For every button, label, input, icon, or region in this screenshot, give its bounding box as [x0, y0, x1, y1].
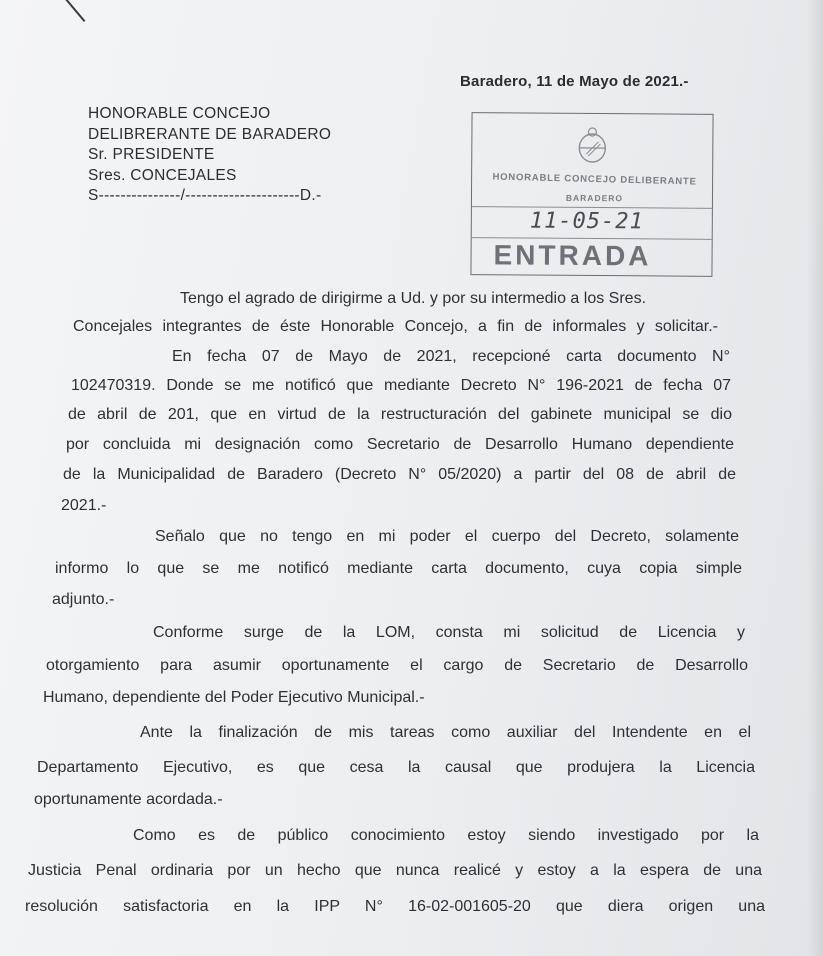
- stamp-label: ENTRADA: [493, 239, 652, 272]
- body-line: Como es de público conocimiento estoy siendo investigado por la: [133, 827, 759, 844]
- body-line: por concluida mi designación como Secretario de Desarrollo Humano dependiente: [66, 436, 734, 453]
- body-line: Departamento Ejecutivo, es que cesa la causal que produjera la Licencia: [37, 759, 755, 776]
- body-line: adjunto.-: [52, 591, 115, 608]
- stamp-organization: HONORABLE CONCEJO DELIBERANTE: [492, 171, 697, 188]
- page-edge-shadow: [807, 0, 823, 956]
- body-line: informo lo que se me notificó mediante carta documento, cuya copia simple: [55, 560, 742, 577]
- stamp-town: BARADERO: [565, 192, 624, 204]
- body-line: En fecha 07 de Mayo de 2021, recepcioné carta documento N°: [172, 348, 730, 365]
- recipient-line: Sres. CONCEJALES: [88, 166, 237, 184]
- body-line: 2021.-: [61, 497, 107, 514]
- recipient-line: S---------------/---------------------D.-: [88, 187, 322, 204]
- recipient-block: [88, 104, 331, 207]
- body-line: Señalo que no tengo en mi poder el cuerpo del Decreto, solamente: [155, 528, 739, 545]
- fold-mark: [62, 0, 85, 22]
- body-line: 102470319. Donde se me notificó que mediante Decreto N° 196-2021 de fecha 07: [71, 377, 731, 394]
- coat-of-arms-icon: [576, 126, 608, 164]
- body-line: de la Municipalidad de Baradero (Decreto N° 05/2020) a partir del 08 de abril de: [63, 466, 736, 483]
- body-line: Conforme surge de la LOM, consta mi solicitud de Licencia y: [153, 624, 745, 641]
- body-line: Justicia Penal ordinaria por un hecho que nunca realicé y estoy a la espera de una: [28, 862, 762, 879]
- stamp-handwritten-date: 11-05-21: [529, 208, 644, 235]
- recipient-line: HONORABLE CONCEJO: [88, 105, 271, 122]
- body-line: oportunamente acordada.-: [34, 791, 223, 808]
- reception-stamp: [470, 112, 713, 277]
- body-line: Ante la finalización de mis tareas como auxiliar del Intendente en el: [140, 724, 751, 741]
- letter-date: Baradero, 11 de Mayo de 2021.-: [460, 73, 689, 90]
- recipient-line: DELIBRERANTE DE BARADERO: [88, 125, 332, 143]
- body-line: Tengo el agrado de dirigirme a Ud. y por su intermedio a los Sres.: [180, 290, 647, 307]
- body-line: otorgamiento para asumir oportunamente el cargo de Secretario de Desarrollo: [46, 657, 748, 674]
- recipient-line: Sr. PRESIDENTE: [88, 146, 215, 163]
- body-line: Humano, dependiente del Poder Ejecutivo Municipal.-: [43, 689, 425, 706]
- body-line: de abril de 201, que en virtud de la restructuración del gabinete municipal se dio: [68, 406, 732, 423]
- body-line: Concejales integrantes de éste Honorable Concejo, a fin de informales y solicitar.-: [73, 318, 718, 335]
- body-line: resolución satisfactoria en la IPP N° 16-02-001605-20 que diera origen una: [25, 898, 765, 915]
